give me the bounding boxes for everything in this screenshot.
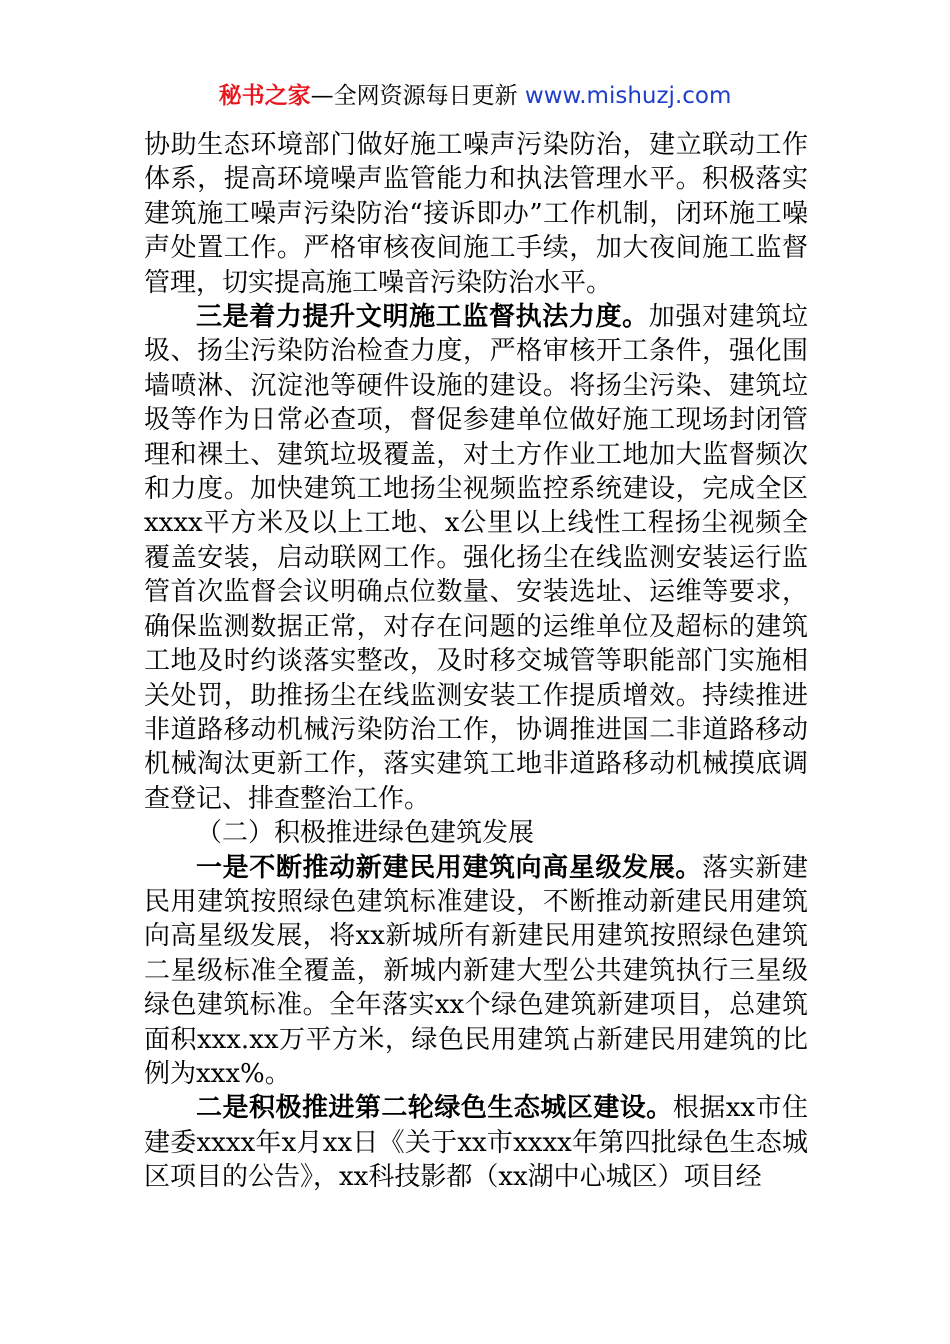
- paragraph: [144, 300, 808, 816]
- site-url-link[interactable]: www.mishuzj.com: [524, 83, 732, 109]
- site-header: [0, 80, 950, 112]
- header-tagline: —全网资源每日更新: [310, 83, 525, 109]
- document-body: [144, 128, 808, 1195]
- paragraph-lead: 三是着力提升文明施工监督执法力度。: [196, 302, 649, 333]
- brand-name: 秘书之家: [218, 83, 311, 109]
- paragraph: [144, 1091, 808, 1194]
- paragraph-text: 加强对建筑垃圾、扬尘污染防治检查力度，严格审核开工条件，强化围墙喷淋、沉淀池等硬件设施的建设。将扬尘污染、建筑垃圾等作为日常必查项，督促参建单位做好施工现场封闭管理和裸土、建筑垃圾覆盖，对土方作业工地加大监督频次和力度。加快建筑工地扬尘视频监控系统建设，完成全区xxxx平方米及以上工地、x公里以上线性工程扬尘视频全覆盖安装，启动联网工作。强化扬尘在线监测安装运行监管首次监督会议明确点位数量、安装选址、运维等要求，确保监测数据正常，对存在问题的运维单位及超标的建筑工地及时约谈落实整改，及时移交城管等职能部门实施相关处罚，助推扬尘在线监测安装工作提质增效。持续推进非道路移动机械污染防治工作，协调推进国二非道路移动机械淘汰更新工作，落实建筑工地非道路移动机械摸底调查登记、排查整治工作。: [144, 302, 808, 814]
- paragraph-lead: 二是积极推进第二轮绿色生态城区建设。: [196, 1093, 673, 1124]
- paragraph-lead: 一是不断推动新建民用建筑向高星级发展。: [196, 852, 703, 883]
- paragraph-text: 根据xx市住建委xxxx年x月xx日《关于xx市xxxx年第四批绿色生态城区项目的公告》，xx科技影都（xx湖中心城区）项目经: [144, 1093, 808, 1193]
- paragraph: [144, 851, 808, 1092]
- paragraph: [144, 128, 808, 300]
- paragraph-text: 协助生态环境部门做好施工噪声污染防治，建立联动工作体系，提高环境噪声监管能力和执法管理水平。积极落实建筑施工噪声污染防治“接诉即办”工作机制，闭环施工噪声处置工作。严格审核夜间施工手续，加大夜间施工监督管理，切实提高施工噪音污染防治水平。: [144, 130, 808, 298]
- section-heading: （二）积极推进绿色建筑发展: [196, 818, 535, 849]
- paragraph-text: 落实新建民用建筑按照绿色建筑标准建设，不断推动新建民用建筑向高星级发展，将xx新城所有新建民用建筑按照绿色建筑二星级标准全覆盖，新城内新建大型公共建筑执行三星级绿色建筑标准。全年落实xx个绿色建筑新建项目，总建筑面积xxx.xx万平方米，绿色民用建筑占新建民用建筑的比例为xxx%。: [144, 852, 808, 1089]
